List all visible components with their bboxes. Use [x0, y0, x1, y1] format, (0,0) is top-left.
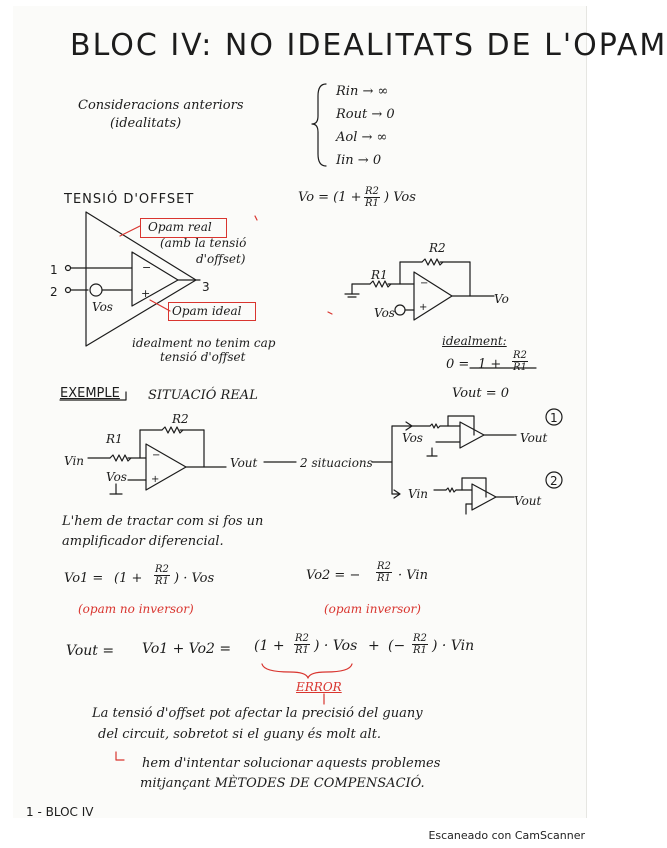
vout-eq-a-den: R1 [295, 645, 309, 656]
ideal-title: idealment: [442, 334, 507, 348]
node-label-2: 2 [50, 285, 58, 299]
case-1-number: 1 [550, 411, 558, 425]
note-bottom-2: tensió d'offset [160, 350, 246, 364]
note-real-1: Opam real [148, 220, 212, 234]
circuit2-r1: R1 [371, 268, 388, 282]
page-title: BLOC IV: NO IDEALITATS DE L'OPAM [70, 28, 667, 63]
ideal-eq-den: R1 [513, 362, 527, 373]
vout-eq-a-num: R2 [295, 633, 309, 644]
case1-vout: Vout [520, 431, 548, 445]
vos-label: Vos [92, 300, 113, 314]
vo-formula-suffix: ) Vos [384, 190, 416, 205]
vo-formula-prefix: Vo = (1 + [298, 190, 362, 205]
note-bottom-1: idealment no tenim cap [132, 336, 276, 350]
vo1-close: ) · Vos [174, 571, 215, 586]
example-vout: Vout [230, 456, 258, 470]
vo1-open: (1 + [114, 571, 143, 586]
ideal-item-4: Iin → 0 [336, 153, 382, 168]
vout-eq-lhs: Vout = [66, 643, 115, 659]
example-heading: EXEMPLE [60, 386, 120, 401]
svg-text:−: − [152, 450, 161, 461]
vo1-lhs: Vo1 = [64, 571, 104, 586]
example-vin: Vin [64, 454, 85, 468]
vo2-tail: · Vin [398, 568, 428, 583]
opam-real-triangle [86, 212, 196, 346]
vout-eq-mid: Vo1 + Vo2 = [142, 641, 232, 657]
note-real-2: (amb la tensió [160, 236, 247, 250]
vout-eq-a-close: ) · Vos [314, 638, 358, 654]
ideal-item-2: Rout → 0 [336, 107, 395, 122]
ideal-eq-left: 0 = [446, 357, 470, 372]
node-label-3: 3 [202, 280, 210, 294]
conclusion-line-2: del circuit, sobretot si el guany és molt alt. [98, 727, 382, 742]
vout-eq-b-close: ) · Vin [432, 638, 475, 654]
vo1-num: R2 [155, 564, 169, 575]
case-2-number: 2 [550, 474, 558, 488]
ideal-eq-mid: 1 + [478, 357, 502, 372]
two-situations-label: 2 situacions [300, 456, 373, 470]
offset-heading: TENSIÓ D'OFFSET [64, 192, 195, 207]
vo2-note: (opam inversor) [324, 602, 421, 616]
note-real-3: d'offset) [196, 252, 246, 266]
page-label: 1 - BLOC IV [26, 805, 94, 819]
vo-formula-num: R2 [365, 186, 379, 197]
svg-text:−: − [142, 261, 152, 274]
vo2-num: R2 [377, 561, 391, 572]
vo2-lhs: Vo2 = − [306, 568, 361, 583]
considerations-line2: (idealitats) [110, 116, 182, 131]
vout-eq-b-den: R1 [413, 645, 427, 656]
vout-eq-b-num: R2 [413, 633, 427, 644]
compensation-line-1: hem d'intentar solucionar aquests problemes [142, 756, 441, 771]
ideal-item-3: Aol → ∞ [336, 130, 388, 145]
camscanner-footer: Escaneado con CamScanner [428, 829, 585, 842]
example-subheading: SITUACIÓ REAL [148, 388, 258, 403]
conclusion-line-1: La tensió d'offset pot afectar la precisió del guany [92, 706, 423, 721]
example-r1: R1 [106, 432, 123, 446]
vout-eq-b-open: (− [388, 638, 406, 654]
compensation-line-2: mitjançant MÈTODES DE COMPENSACIÓ. [140, 776, 425, 791]
text-line-2: amplificador diferencial. [62, 534, 224, 549]
circuit2-vos: Vos [374, 306, 395, 320]
vo-formula-den: R1 [365, 198, 379, 209]
note-ideal: Opam ideal [172, 304, 242, 318]
svg-text:+: + [151, 474, 160, 485]
vout-eq-a-open: (1 + [254, 638, 285, 654]
case1-vos: Vos [402, 431, 423, 445]
brace [312, 84, 326, 166]
opam-ideal-triangle [132, 252, 178, 306]
vo2-den: R1 [377, 573, 391, 584]
vout-eq-plus: + [368, 638, 380, 654]
svg-text:+: + [419, 302, 428, 313]
case2-vout: Vout [514, 494, 542, 508]
vout-zero: Vout = 0 [452, 386, 510, 401]
circuit2-r2: R2 [429, 241, 446, 255]
ideal-eq-num: R2 [513, 350, 527, 361]
error-label: ERROR [296, 680, 342, 694]
ideal-item-1: Rin → ∞ [336, 84, 389, 99]
example-vos: Vos [106, 470, 127, 484]
node-label-1: 1 [50, 263, 58, 277]
vo1-den: R1 [155, 576, 169, 587]
text-line-1: L'hem de tractar com si fos un [62, 514, 264, 529]
vo1-note: (opam no inversor) [78, 602, 194, 616]
svg-text:−: − [420, 278, 429, 289]
considerations-line1: Consideracions anteriors [78, 98, 244, 113]
case2-vin: Vin [408, 487, 429, 501]
example-r2: R2 [172, 412, 189, 426]
svg-text:+: + [141, 287, 151, 300]
circuit2-vo: Vo [494, 292, 509, 306]
